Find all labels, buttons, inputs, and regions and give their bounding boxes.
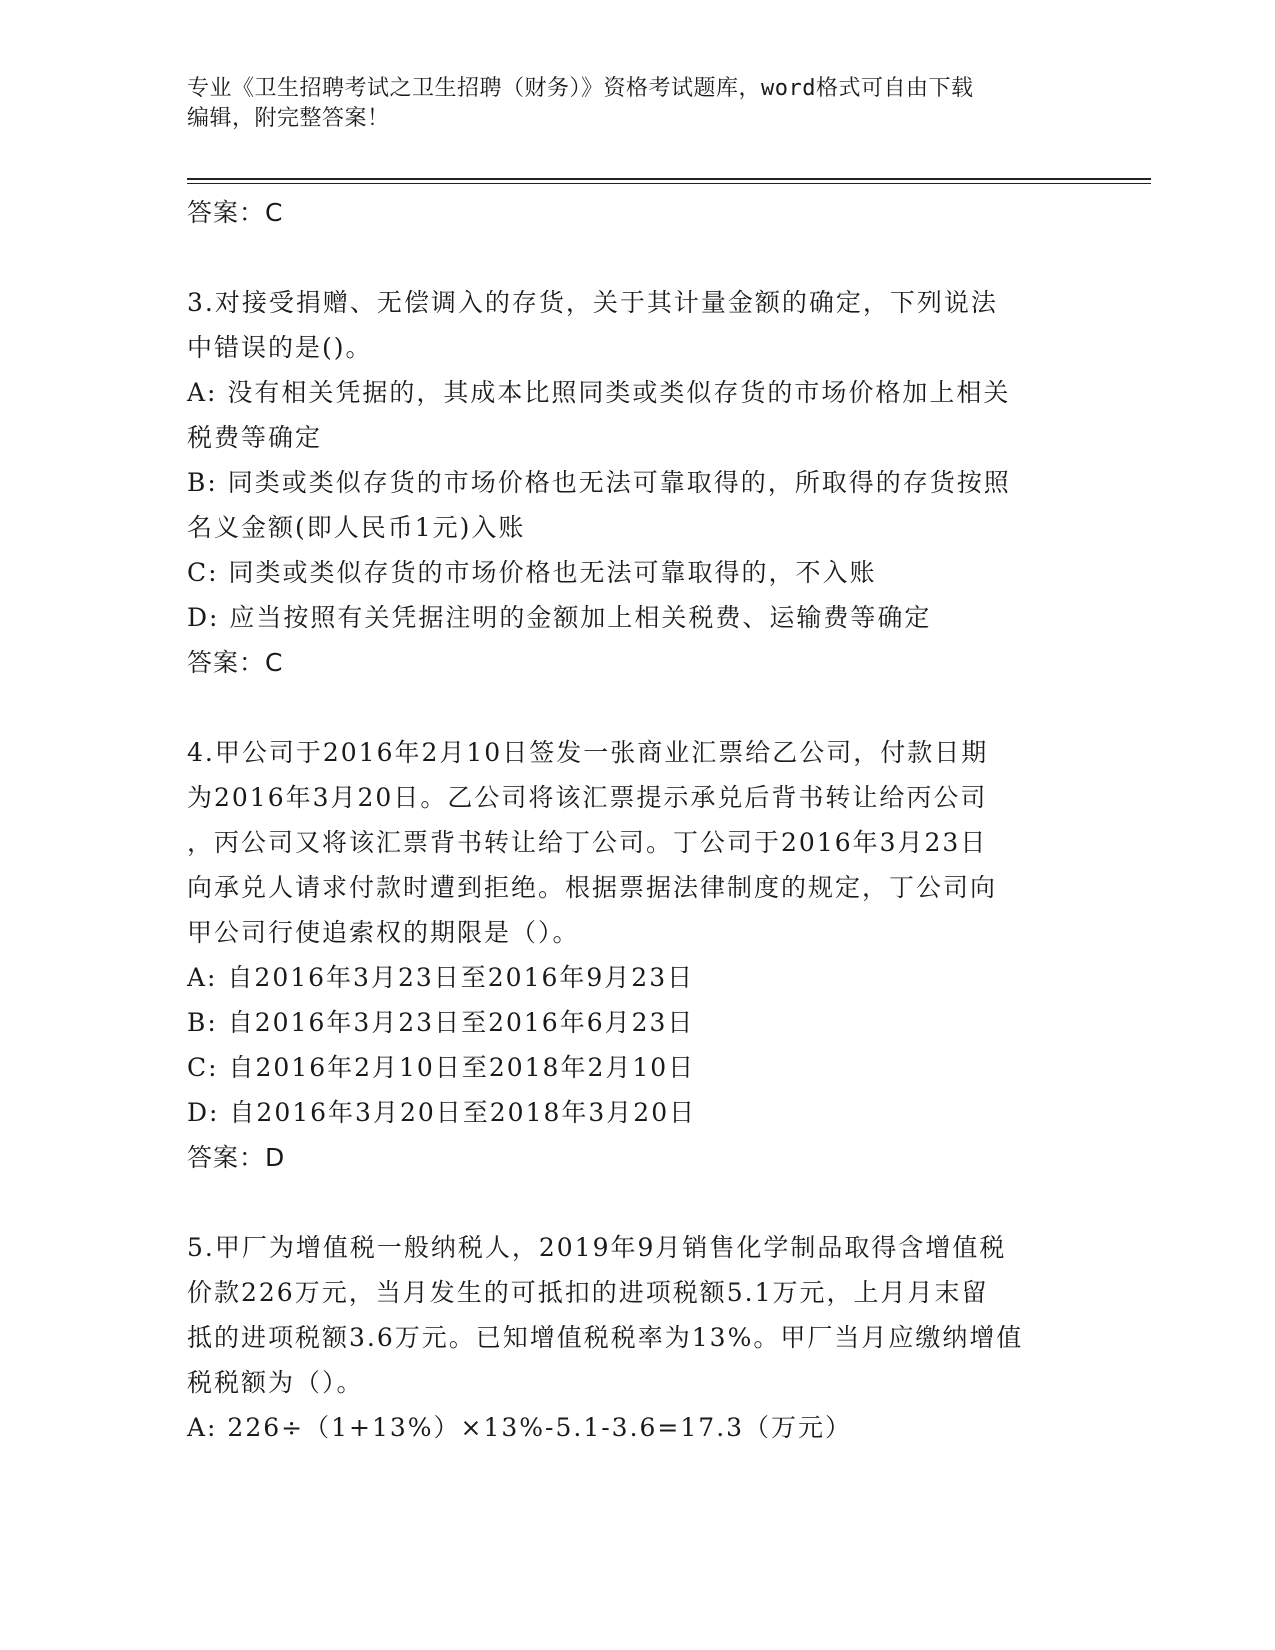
question-4-option-a: A: 自2016年3月23日至2016年9月23日 — [187, 963, 695, 992]
question-4-stem-line-3: ，丙公司又将该汇票背书转让给丁公司。丁公司于2016年3月23日 — [187, 828, 988, 857]
question-5-option-a: A: 226÷（1+13%）×13%-5.1-3.6=17.3（万元） — [187, 1413, 853, 1442]
spacer — [187, 1180, 1087, 1225]
question-5-stem-line-4: 税税额为（）。 — [187, 1368, 364, 1397]
question-4-stem-line-5: 甲公司行使追索权的期限是（）。 — [187, 918, 580, 947]
spacer — [187, 685, 1087, 730]
document-header — [187, 74, 1087, 134]
question-4-option-d: D: 自2016年3月20日至2018年3月20日 — [187, 1098, 697, 1127]
question-3-option-a-line-2: 税费等确定 — [187, 423, 323, 452]
document-body — [187, 190, 1087, 1450]
question-3-option-a-line-1: A: 没有相关凭据的，其成本比照同类或类似存货的市场价格加上相关 — [187, 378, 1011, 407]
question-3 — [187, 280, 1087, 685]
question-5 — [187, 1225, 1087, 1450]
question-3-stem-line-2: 中错误的是()。 — [187, 333, 373, 362]
question-5-stem-line-2: 价款226万元，当月发生的可抵扣的进项税额5.1万元，上月月末留 — [187, 1278, 989, 1307]
question-3-option-b-line-1: B: 同类或类似存货的市场价格也无法可靠取得的，所取得的存货按照 — [187, 468, 1011, 497]
answer-q2: 答案：C — [187, 198, 284, 227]
question-4-stem-line-2: 为2016年3月20日。乙公司将该汇票提示承兑后背书转让给丙公司 — [187, 783, 988, 812]
header-line-2: 编辑，附完整答案！ — [187, 106, 390, 131]
question-3-option-d: D: 应当按照有关凭据注明的金额加上相关税费、运输费等确定 — [187, 603, 932, 632]
header-rule-thin — [187, 183, 1151, 184]
question-3-option-b-line-2: 名义金额(即人民币1元)入账 — [187, 513, 526, 542]
question-3-stem-line-1: 3.对接受捐赠、无偿调入的存货，关于其计量金额的确定，下列说法 — [187, 288, 998, 317]
spacer — [187, 235, 1087, 280]
answer-q4: 答案：D — [187, 1143, 286, 1172]
question-5-stem-line-1: 5.甲厂为增值税一般纳税人，2019年9月销售化学制品取得含增值税 — [187, 1233, 1007, 1262]
header-line-1: 专业《卫生招聘考试之卫生招聘（财务）》资格考试题库，word格式可自由下载 — [187, 76, 974, 101]
question-4 — [187, 730, 1087, 1180]
question-4-option-b: B: 自2016年3月23日至2016年6月23日 — [187, 1008, 695, 1037]
question-3-option-c: C: 同类或类似存货的市场价格也无法可靠取得的，不入账 — [187, 558, 877, 587]
question-4-stem-line-1: 4.甲公司于2016年2月10日签发一张商业汇票给乙公司，付款日期 — [187, 738, 989, 767]
question-4-stem-line-4: 向承兑人请求付款时遭到拒绝。根据票据法律制度的规定，丁公司向 — [187, 873, 998, 902]
header-rule-thick — [187, 178, 1151, 180]
answer-q3: 答案：C — [187, 648, 284, 677]
question-4-option-c: C: 自2016年2月10日至2018年2月10日 — [187, 1053, 696, 1082]
question-5-stem-line-3: 抵的进项税额3.6万元。已知增值税税率为13%。甲厂当月应缴纳增值 — [187, 1323, 1024, 1352]
